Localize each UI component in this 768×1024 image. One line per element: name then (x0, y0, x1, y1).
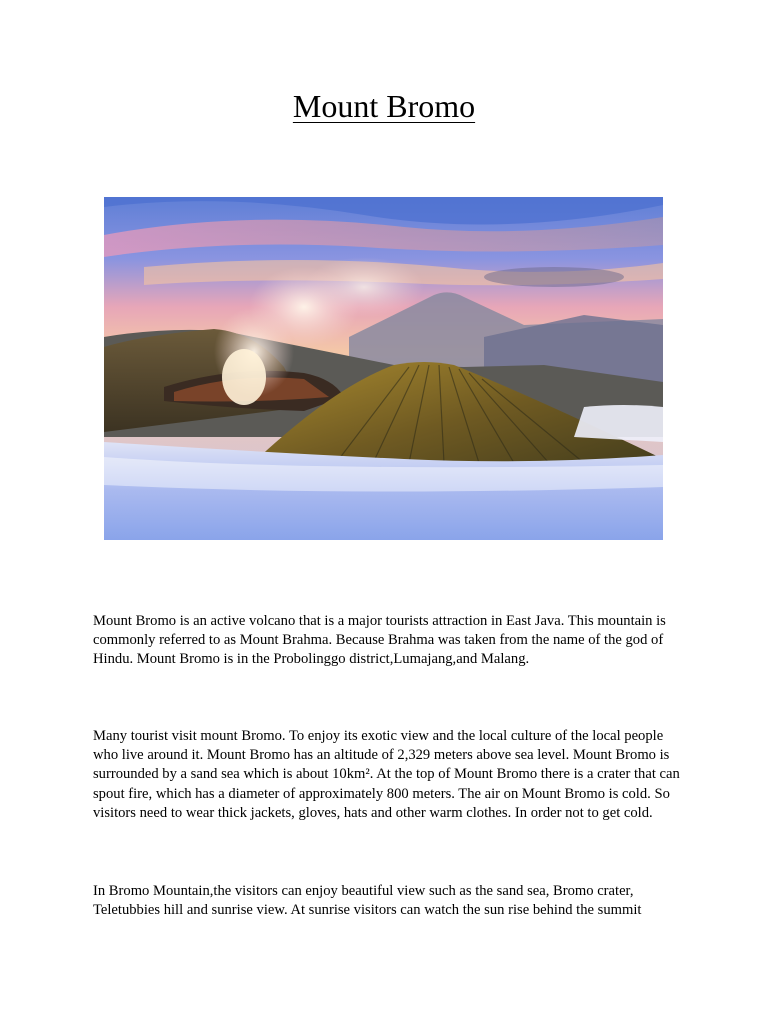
paragraph-views: In Bromo Mountain,the visitors can enjoy beautiful view such as the sand sea, Bromo crater, Teletubbies hill and sunrise view. At sunrise visitors can watch the sun rise behind the summit (93, 883, 642, 919)
mount-bromo-photo (104, 197, 663, 540)
page-title: Mount Bromo (292, 88, 476, 124)
paragraph-visit: Many tourist visit mount Bromo. To enjoy its exotic view and the local culture of the local people who live around it. Mount Bromo has an altitude of 2,329 meters above sea level. Mount Bromo is surrounded by a sand sea which is about 10km². At the top of Mount Bromo there is a crater that can spout fire, which has a diameter of approximately 800 meters. The air on Mount Bromo is cold. So visitors need to wear thick jackets, gloves, hats and other warm clothes. In order not to get cold. (93, 728, 680, 821)
paragraph-intro: Mount Bromo is an active volcano that is a major tourists attraction in East Java. This mountain is commonly referred to as Mount Brahma. Because Brahma was taken from the name of the god of Hindu. Mount Bromo is in the Probolinggo district,Lumajang,and Malang. (93, 613, 666, 668)
